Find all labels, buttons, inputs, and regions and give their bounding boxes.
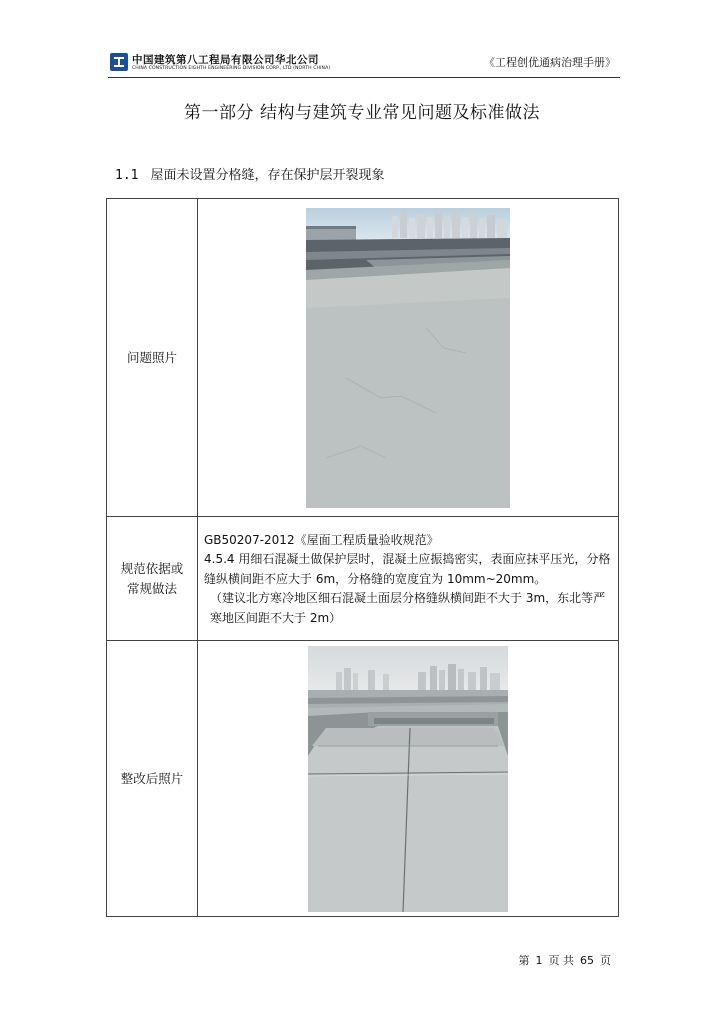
rectified-photo xyxy=(308,646,508,912)
problem-photo xyxy=(306,208,510,508)
manual-title: 《工程创优通病治理手册》 xyxy=(484,56,616,69)
footer-suffix: 页 xyxy=(600,954,611,967)
table-row xyxy=(107,641,619,917)
rectified-photo-cell xyxy=(198,641,619,917)
page-footer xyxy=(516,952,615,968)
issue-table xyxy=(106,198,619,917)
spec-basis-label-line2: 常规做法 xyxy=(126,580,177,596)
total-pages: 65 xyxy=(580,954,594,967)
footer-prefix: 第 xyxy=(518,954,530,967)
part-title: 第一部分 结构与建筑专业常见问题及标准做法 xyxy=(184,103,540,123)
section-title: 屋面未设置分格缝，存在保护层开裂现象 xyxy=(150,168,385,183)
table-row xyxy=(107,517,619,641)
problem-photo-cell xyxy=(198,199,619,517)
table-row xyxy=(107,199,619,517)
page-number: 1 xyxy=(535,954,543,967)
rectified-photo-label: 整改后照片 xyxy=(107,641,198,917)
spec-basis-label-line1: 规范依据或 xyxy=(120,560,184,576)
spec-basis-cell xyxy=(198,517,619,641)
spec-recommendation-text: （建议北方寒冷地区细石混凝土面层分格缝纵横间距不大于 3m，东北等严寒地区间距不大于 2m） xyxy=(210,591,606,625)
company-name-cn: 中国建筑第八工程局有限公司华北公司 xyxy=(132,54,319,66)
section-heading xyxy=(115,164,385,183)
spec-clause-text: 4.5.4 用细石混凝土做保护层时，混凝土应振捣密实，表面应抹平压光，分格缝纵横间距不应大于 6m，分格缝的宽度宜为 10mm~20mm。 xyxy=(204,552,611,586)
section-number: 1.1 xyxy=(115,168,139,183)
page-header xyxy=(110,50,620,76)
problem-photo-label: 问题照片 xyxy=(107,199,198,517)
spec-standard-title: GB50207-2012《屋面工程质量验收规范》 xyxy=(204,532,439,547)
footer-mid: 页 共 xyxy=(548,954,574,967)
header-divider xyxy=(108,77,620,78)
company-logo-icon xyxy=(110,53,128,71)
company-name-en: CHINA CONSTRUCTION EIGHTH ENGINEERING DIVISION CORP., LTD (NORTH CHINA) xyxy=(132,66,331,71)
spec-basis-label xyxy=(107,517,198,641)
